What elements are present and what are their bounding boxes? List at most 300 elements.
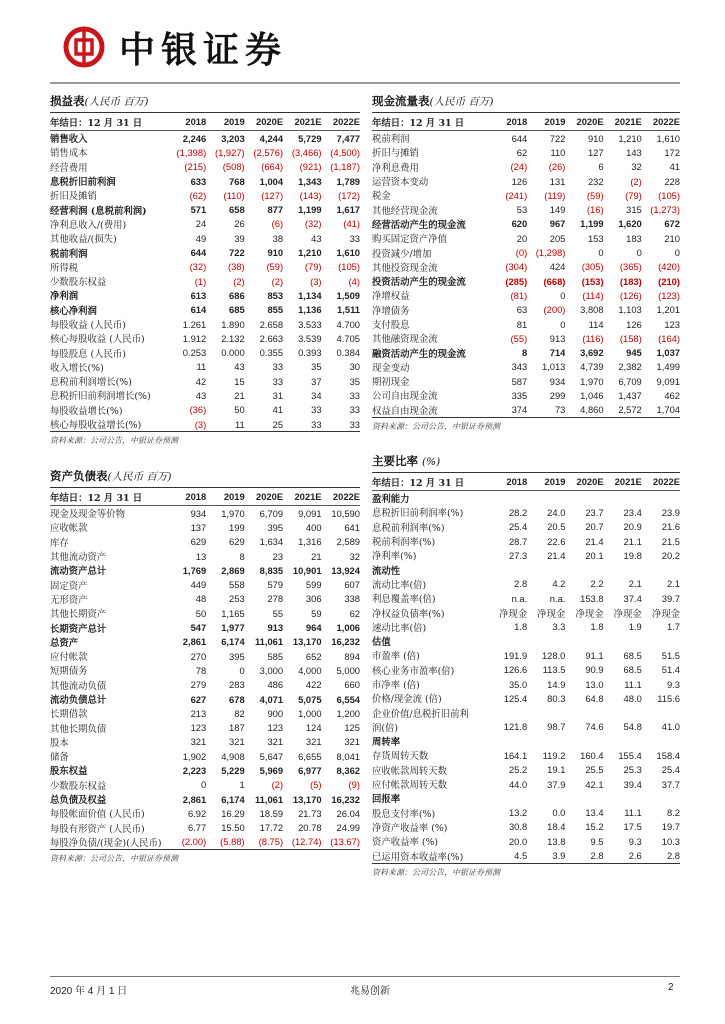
cell-value: 23.9 [661, 506, 680, 518]
row-label: 资产收益率 (%) [372, 837, 439, 849]
cell-value: 80.3 [547, 692, 566, 704]
table-row [50, 520, 360, 534]
cell-value: 19.8 [623, 549, 642, 561]
table-row [50, 563, 360, 577]
cell-value: 11 [196, 361, 207, 373]
row-label: 周转率 [372, 737, 401, 749]
cell-value [604, 562, 642, 576]
cell-value: (1,927) [214, 146, 245, 158]
cell-value: 13.2 [508, 807, 528, 819]
row-label: 利息覆盖率(倍) [372, 594, 436, 606]
table-row [372, 548, 680, 562]
cell-value: 1,046 [580, 389, 604, 401]
table-row [50, 417, 360, 431]
income-statement-panel [50, 93, 360, 446]
cell-value: 620 [511, 218, 528, 230]
cell-value [527, 491, 565, 506]
table-row [50, 535, 360, 549]
table-row [50, 635, 360, 649]
cell-value: (126) [619, 289, 642, 301]
cell-value: 1,013 [541, 361, 566, 373]
cell-value: 127 [587, 146, 604, 158]
cell-value: 0 [560, 318, 566, 330]
cell-value: 39 [234, 232, 245, 244]
cell-value: 33 [349, 418, 360, 430]
row-label: 其他投资现金流 [372, 262, 438, 274]
cell-value: 335 [511, 389, 528, 401]
cell-value: (38) [228, 261, 245, 273]
cell-value: 6,709 [618, 375, 642, 387]
cell-value [527, 791, 565, 805]
balance-sheet-panel [50, 468, 360, 864]
cell-value: 9.5 [590, 835, 604, 847]
cell-value: (110) [223, 189, 245, 201]
column-header: 2019 [527, 473, 565, 491]
cash-flow-table [372, 113, 680, 417]
cell-value: 967 [549, 218, 566, 230]
cell-value: 1,970 [221, 507, 245, 519]
cell-value: 51.5 [661, 649, 680, 661]
cell-value: 净现金 [651, 607, 680, 619]
cell-value: 0.393 [298, 347, 322, 359]
cell-value: 1,136 [298, 304, 322, 316]
cell-value: 395 [229, 650, 245, 662]
company-logo [63, 24, 287, 70]
table-row [50, 763, 360, 777]
table-row [50, 549, 360, 563]
cell-value: 672 [664, 218, 680, 230]
cell-value: 0.253 [182, 347, 207, 359]
cell-value: 73 [554, 404, 566, 416]
cell-value: 37 [311, 375, 322, 387]
cell-value: (164) [658, 332, 680, 344]
cell-value: (183) [619, 275, 642, 287]
cell-value: (8.75) [258, 836, 284, 848]
cell-value: (668) [543, 275, 566, 287]
table-row [372, 591, 680, 605]
cell-value: 27.3 [508, 549, 528, 561]
cell-value: 894 [344, 650, 360, 662]
cell-value: 0 [674, 247, 680, 259]
cell-value: 4,071 [259, 693, 284, 705]
cell-value [527, 705, 565, 719]
cell-value: 199 [229, 521, 245, 533]
cell-value: 143 [626, 146, 642, 158]
cell-value: 4,244 [259, 132, 284, 144]
cell-value [489, 791, 527, 805]
cell-value: 232 [587, 175, 604, 187]
cell-value [565, 791, 603, 805]
cell-value: (420) [658, 261, 680, 273]
cell-value: 191.9 [503, 649, 528, 661]
cell-value: 110 [550, 146, 566, 158]
cell-value: 48 [195, 593, 207, 605]
table-row [372, 188, 680, 202]
cell-value: 53 [516, 204, 528, 216]
column-header: 2020E [245, 488, 283, 506]
cell-value: 6.92 [187, 807, 207, 819]
key-ratios-table [372, 473, 680, 863]
table-row [50, 145, 360, 159]
table-row [372, 160, 680, 174]
cell-value: 4.2 [552, 578, 566, 590]
row-label: 购买固定资产净值 [372, 234, 448, 246]
cell-value: 37.9 [547, 778, 566, 790]
cell-value [642, 491, 680, 506]
table-header-row [372, 113, 680, 131]
cell-value: 172 [664, 146, 680, 158]
cell-value: (1,187) [330, 161, 360, 173]
column-header: 2018 [489, 113, 527, 131]
cell-value: 629 [190, 536, 207, 548]
cell-value: 37.7 [661, 778, 680, 790]
row-label: 每股股息 (人民币) [50, 348, 126, 360]
cell-value [527, 734, 565, 748]
cell-value: 3,000 [259, 664, 284, 676]
row-label: 销售成本 [50, 148, 88, 160]
cell-value: 19.1 [547, 764, 566, 776]
cell-value: (36) [189, 404, 207, 416]
column-header: 年结日：12 月 31 日 [372, 473, 489, 491]
cell-value: 913 [267, 622, 284, 634]
cell-value: 1,511 [337, 304, 360, 316]
cell-value: 35 [311, 361, 322, 373]
row-label: 净利息费用 [372, 162, 419, 174]
cell-value: (2) [233, 275, 245, 287]
cell-value [565, 634, 603, 648]
cell-value: 8,835 [259, 564, 284, 576]
row-label: 价格/现金流 (倍) [372, 694, 442, 706]
row-label: 流动比率(倍) [372, 579, 427, 591]
row-label: 其他融资现金流 [372, 334, 438, 346]
cell-value [489, 491, 527, 506]
cell-value: 115.6 [657, 692, 680, 704]
cell-value: 213 [190, 707, 207, 719]
cell-value: (81) [510, 289, 528, 301]
row-label: 折旧及摊销 [50, 191, 97, 203]
cell-value: 48.0 [623, 692, 642, 704]
cell-value: 6.77 [187, 822, 207, 834]
cell-value: 净现金 [537, 607, 566, 619]
cell-value: 123 [664, 318, 680, 330]
row-label: 市盈率 (倍) [372, 651, 420, 663]
cell-value: 5,729 [298, 132, 322, 144]
cell-value: 153 [587, 232, 604, 244]
cell-value: 2.1 [666, 578, 680, 590]
cell-value: 25.4 [661, 764, 680, 776]
cell-value: 183 [626, 232, 642, 244]
cell-value: 4.5 [514, 850, 528, 862]
balance-sheet-table [50, 488, 360, 849]
table-row [372, 648, 680, 662]
cell-value: 20.1 [585, 549, 604, 561]
row-label: 储备 [50, 752, 69, 764]
cell-value: 25.4 [508, 521, 528, 533]
cell-value: 43 [311, 232, 322, 244]
cell-value: (241) [505, 189, 528, 201]
cell-value: 21 [311, 550, 322, 562]
row-label: 估值 [372, 637, 391, 649]
cell-value: 424 [549, 261, 566, 273]
column-header: 2021E [283, 113, 321, 131]
cell-value: 571 [190, 204, 207, 216]
table-row [50, 620, 360, 634]
row-label: 存货周转天数 [372, 751, 429, 763]
cell-value: 877 [267, 204, 284, 216]
table-row [372, 520, 680, 534]
cell-value: 41 [272, 404, 284, 416]
cell-value: 9.3 [666, 678, 680, 690]
cell-value: 3.533 [298, 318, 322, 330]
row-label: 已运用资本收益率(%) [372, 851, 464, 863]
cell-value: 2,861 [182, 636, 207, 648]
table-row [50, 606, 360, 620]
cell-value: 343 [511, 361, 528, 373]
row-label: 息税折旧前利润 [50, 177, 116, 189]
row-label: 每股净负债/(现金)(人民币) [50, 837, 162, 849]
key-ratios-panel [372, 453, 680, 878]
cell-value: 641 [344, 521, 360, 533]
cell-value: 125 [344, 722, 360, 734]
column-header: 2022E [642, 473, 680, 491]
cell-value: 26.04 [336, 807, 360, 819]
cell-value [565, 734, 603, 748]
cell-value [565, 562, 603, 576]
cell-value: 6,655 [298, 750, 322, 762]
cell-value: 945 [626, 347, 642, 359]
cell-value: 119.2 [542, 749, 566, 761]
table-row [372, 288, 680, 302]
cell-value: (1,398) [176, 146, 207, 158]
row-label: 流动性 [372, 565, 401, 577]
cell-value: 5,647 [259, 750, 284, 762]
source-note: 资料来源：公司公告，中银证券预测 [50, 849, 360, 864]
cell-value: 13 [195, 550, 207, 562]
row-label: 股本 [50, 737, 69, 749]
cell-value: 607 [344, 579, 360, 591]
table-row [372, 820, 680, 834]
column-header: 年结日：12 月 31 日 [50, 113, 168, 131]
cell-value: 63 [516, 304, 528, 316]
cell-value: (9) [348, 779, 360, 791]
cell-value: 6,174 [221, 636, 245, 648]
cell-value: 1,004 [259, 175, 284, 187]
cell-value: 33 [311, 404, 322, 416]
row-label: 短期债务 [50, 666, 88, 678]
cell-value: 123 [190, 722, 207, 734]
cell-value: (143) [299, 189, 322, 201]
cell-value: (1,298) [535, 247, 566, 259]
row-label: 净利息收入/(费用) [50, 219, 127, 231]
cell-value: 13.0 [585, 678, 604, 690]
cell-value: 39.7 [661, 592, 680, 604]
table-row [50, 735, 360, 749]
cell-value: 21.4 [585, 535, 604, 547]
row-label: 其他收益/(损失) [50, 234, 117, 246]
row-label: 净增权益 [372, 291, 410, 303]
cell-value: 81 [516, 318, 528, 330]
cell-value: 2.8 [514, 578, 528, 590]
cell-value: 126 [626, 318, 642, 330]
cell-value: 21.5 [661, 535, 680, 547]
cell-value: 449 [190, 579, 207, 591]
cell-value: 158.4 [656, 749, 680, 761]
table-row [50, 649, 360, 663]
cell-value: 33 [349, 389, 360, 401]
row-label: 经营利润 (息税前利润) [50, 205, 147, 217]
cell-value [489, 562, 527, 576]
cell-value: 131 [549, 175, 566, 187]
cell-value: 1,617 [336, 204, 360, 216]
cell-value: 123 [267, 722, 284, 734]
cell-value: 374 [511, 404, 528, 416]
cell-value: (3,466) [291, 146, 322, 158]
table-row [50, 160, 360, 174]
row-label: 息税前利润率(%) [372, 522, 445, 534]
row-label: 回报率 [372, 794, 401, 806]
footer-date: 2020 年 4 月 1 日 [50, 986, 128, 997]
cell-value: (26) [548, 161, 566, 173]
cell-value: 164.1 [503, 749, 528, 761]
cell-value: 91.1 [585, 649, 604, 661]
cell-value: 82 [234, 707, 245, 719]
row-label: 每股收益增长(%) [50, 405, 123, 417]
cell-value: 153.8 [580, 592, 604, 604]
cell-value: 0.000 [221, 347, 245, 359]
column-header: 2019 [206, 113, 244, 131]
cell-value: 934 [549, 375, 566, 387]
cell-value: 283 [229, 679, 245, 691]
cell-value: n.a. [511, 592, 528, 604]
cell-value: 0 [201, 779, 207, 791]
cell-value: 278 [267, 593, 284, 605]
cell-value: 1,977 [221, 622, 245, 634]
cell-value: (3) [310, 275, 322, 287]
footer-divider [50, 976, 680, 977]
cell-value: 1,165 [221, 607, 245, 619]
cell-value: 1,343 [298, 175, 322, 187]
cell-value: 11,061 [254, 793, 284, 805]
cell-value: 4,000 [298, 664, 322, 676]
cell-value: 160.4 [580, 749, 604, 761]
cell-value: 1 [239, 779, 245, 791]
cell-value: 33 [349, 404, 360, 416]
cell-value: 30 [349, 361, 360, 373]
cell-value: 306 [305, 593, 322, 605]
row-label: 应收帐款周转天数 [372, 765, 448, 777]
table-row [50, 806, 360, 820]
cell-value: (79) [304, 261, 322, 273]
cell-value: (105) [338, 261, 360, 273]
table-row [50, 749, 360, 763]
cell-value: (172) [338, 189, 360, 201]
cell-value: 321 [305, 736, 322, 748]
cell-value: (158) [619, 332, 642, 344]
row-label: 投资减少/增加 [372, 248, 432, 260]
cell-value: 44.0 [508, 778, 528, 790]
table-row [50, 231, 360, 245]
cell-value: (200) [543, 304, 566, 316]
cell-value: 1,902 [182, 750, 207, 762]
cell-value: 78 [195, 664, 207, 676]
cell-value: 395 [267, 521, 284, 533]
cell-value: 1.8 [514, 621, 528, 633]
cell-value: 20.78 [298, 822, 322, 834]
cell-value: 1.7 [666, 621, 680, 633]
row-label: 经营活动产生的现金流 [372, 219, 466, 231]
cell-value: 629 [229, 536, 245, 548]
table-header-row [372, 473, 680, 491]
cell-value: 18.59 [259, 807, 284, 819]
cell-value: 68.5 [623, 649, 642, 661]
table-row [50, 360, 360, 374]
cell-value: 3,203 [221, 132, 245, 144]
cell-value: 7,477 [336, 132, 360, 144]
row-label: 投资活动产生的现金流 [372, 277, 466, 289]
cell-value: (365) [619, 261, 642, 273]
row-label: 流动资产总计 [50, 566, 107, 578]
table-row [372, 791, 680, 805]
cell-value: 24.99 [336, 822, 360, 834]
cell-value: 15.50 [221, 822, 245, 834]
cell-value: 17.5 [623, 821, 642, 833]
cell-value: (6) [271, 218, 284, 230]
column-header: 2022E [322, 113, 360, 131]
table-row [50, 374, 360, 388]
table-row [372, 705, 680, 719]
table-row [50, 778, 360, 792]
source-note: 资料来源：公司公告，中银证券预测 [372, 417, 680, 432]
cell-value: 33 [349, 232, 360, 244]
row-label: 每股有形资产 (人民币) [50, 823, 145, 835]
row-label: 期初现金 [372, 377, 410, 389]
table-row [50, 577, 360, 591]
row-label: 净权益负债率(%) [372, 608, 445, 620]
cell-value: 253 [229, 593, 245, 605]
table-row [372, 748, 680, 762]
row-label: 流动负债总计 [50, 695, 107, 706]
row-label: 其他经营现金流 [372, 205, 438, 217]
row-label: 市净率 (倍) [372, 680, 420, 691]
cell-value: 155.4 [618, 749, 642, 761]
cell-value: 1.9 [628, 621, 642, 633]
table-row [372, 388, 680, 402]
cell-value: 124 [305, 722, 322, 734]
cell-value: 900 [267, 707, 284, 719]
row-label: 收入增长(%) [50, 362, 104, 374]
cell-value: 13.8 [547, 835, 566, 847]
cell-value: 19.7 [661, 821, 680, 833]
cell-value: (32) [189, 261, 207, 273]
cell-value: (921) [299, 161, 322, 173]
footer-title: 兆易创新 [350, 986, 390, 997]
row-label: 净增债务 [372, 305, 410, 317]
cell-value: (508) [222, 161, 245, 173]
column-header: 2018 [489, 473, 527, 491]
cell-value: 1,000 [298, 707, 322, 719]
cell-value: 128.0 [541, 649, 566, 661]
row-label: 总负债及权益 [50, 795, 107, 807]
row-label: 权益自由现金流 [372, 405, 438, 417]
cell-value: 8 [522, 347, 528, 359]
row-label: 股东权益 [50, 766, 88, 778]
table-row [372, 577, 680, 591]
cell-value: (305) [581, 261, 604, 273]
cell-value: 43 [234, 361, 245, 373]
cell-value: 321 [344, 736, 360, 748]
cell-value: 37.4 [623, 592, 642, 604]
table-row [372, 345, 680, 359]
